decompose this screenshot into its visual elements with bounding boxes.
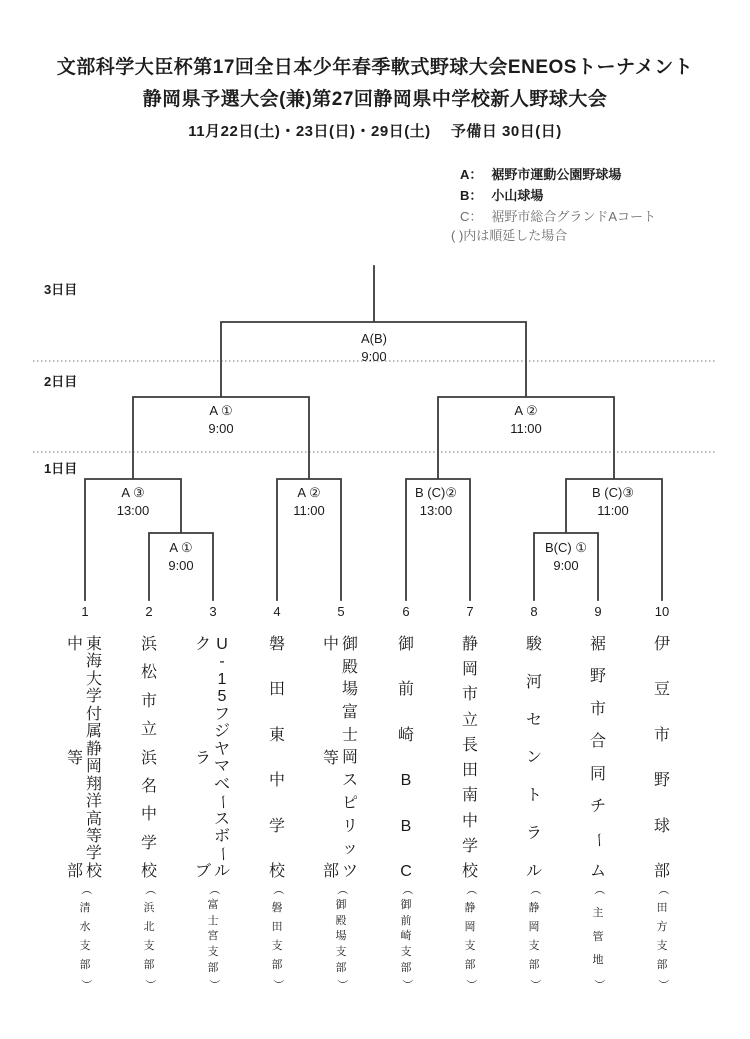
name-char: 大: [85, 670, 102, 688]
name-char: 豆: [653, 681, 670, 699]
match-qf2-venue: A ②: [297, 485, 321, 500]
name-char: ラ: [194, 749, 211, 767]
name-char: 校: [268, 862, 285, 880]
name-char: 部: [400, 962, 412, 975]
name-char: ツ: [341, 862, 358, 880]
name-char: 北: [143, 921, 155, 933]
name-char: 部: [322, 863, 339, 880]
name-char: 田: [268, 681, 285, 699]
name-char: 中: [461, 812, 478, 830]
name-char: 清: [79, 902, 91, 914]
name-char: 部: [271, 959, 283, 971]
name-char: 同: [589, 765, 606, 783]
name-char: U: [216, 636, 228, 653]
name-char: ト: [525, 787, 542, 805]
name-char: マ: [213, 758, 230, 776]
name-char: 御: [397, 636, 414, 653]
name-char: 崎: [400, 930, 412, 943]
team-name-wrap: [321, 637, 341, 880]
name-char: 士: [207, 914, 219, 927]
name-char: 支: [400, 946, 412, 959]
name-char: 田: [271, 921, 283, 933]
name-char: 伊: [653, 636, 670, 653]
name-char: 支: [464, 940, 476, 952]
name-char: 学: [461, 837, 478, 855]
name-char: 静: [464, 902, 476, 914]
match-qf4-venue: B (C)③: [592, 485, 634, 500]
name-char: セ: [525, 711, 542, 729]
match-qf1-venue: A ③: [121, 485, 145, 500]
match-qf4-time: 11:00: [597, 503, 629, 518]
name-char: （: [335, 884, 348, 895]
name-char: 浜: [143, 902, 155, 914]
name-char: 岡: [464, 921, 476, 933]
name-char: 支: [335, 946, 347, 959]
name-char: 学: [85, 688, 102, 706]
team-branch: [652, 884, 672, 990]
name-char: ー: [213, 794, 231, 811]
name-char: ）: [143, 979, 156, 990]
name-char: 野: [653, 772, 670, 790]
name-char: ー: [213, 846, 231, 863]
match-qf1-time: 13:00: [116, 503, 150, 518]
name-char: 洋: [85, 793, 102, 811]
day-label-3: 3日目: [44, 282, 78, 297]
venue-key-c: C：: [460, 209, 483, 224]
name-char: （: [143, 884, 156, 895]
team-branch: [139, 884, 159, 990]
name-char: ボ: [213, 827, 230, 845]
name-char: 立: [461, 711, 478, 729]
name-char: 水: [79, 921, 91, 933]
name-char: 部: [335, 962, 347, 975]
name-char: （: [592, 884, 605, 895]
name-char: ラ: [525, 825, 542, 843]
name-char: 合: [589, 733, 606, 751]
team-number: 4: [273, 604, 281, 619]
name-char: -: [219, 653, 225, 671]
team-branch: [396, 884, 416, 990]
name-char: 学: [140, 834, 157, 852]
match-qf2: [249, 484, 369, 520]
name-char: 駿: [525, 636, 542, 653]
name-char: 中: [140, 806, 157, 824]
team-name: [139, 637, 159, 880]
name-char: （: [400, 884, 413, 895]
name-char: （: [464, 884, 477, 895]
match-qf3: [376, 484, 496, 520]
name-char: （: [79, 884, 92, 895]
date-line: 11月22日(土)・23日(日)・29日(土) 予備日 30日(日): [188, 123, 562, 140]
name-char: 中: [66, 636, 83, 653]
name-char: 東: [268, 726, 285, 744]
name-char: ー: [589, 831, 607, 848]
match-playin-right-venue: B(C) ①: [545, 540, 587, 555]
match-sf-left-time: 9:00: [208, 421, 234, 436]
name-char: ス: [341, 772, 358, 790]
name-char: ジ: [213, 723, 230, 741]
page-title: 文部科学大臣杯第17回全日本少年春季軟式野球大会ENEOSトーナメント: [56, 57, 694, 78]
name-char: ブ: [194, 863, 211, 880]
name-char: 富: [207, 898, 219, 911]
venue-name-c: 裾野市総合グランドAコート: [491, 209, 657, 224]
match-playin-left-time: 9:00: [168, 558, 194, 573]
name-char: 崎: [397, 726, 414, 744]
team-name: [588, 637, 608, 880]
name-char: （: [528, 884, 541, 895]
name-char: ）: [335, 978, 348, 990]
name-char: ン: [525, 749, 542, 767]
name-char: 立: [140, 721, 157, 739]
name-char: ク: [194, 636, 211, 653]
name-char: 翔: [85, 775, 102, 793]
name-char: リ: [341, 817, 358, 835]
name-char: （: [656, 884, 669, 895]
match-final: [314, 330, 434, 366]
name-char: 付: [85, 705, 102, 723]
venue-key-b: B：: [460, 188, 483, 203]
name-char: 部: [143, 959, 155, 971]
page-subtitle: 静岡県予選大会(兼)第27回静岡県中学校新人野球大会: [142, 89, 608, 110]
name-char: 属: [85, 723, 102, 741]
name-char: B: [400, 817, 412, 835]
name-char: 管: [592, 930, 604, 943]
name-char: 場: [335, 930, 347, 943]
name-char: 名: [140, 777, 157, 795]
name-char: ）: [400, 978, 413, 990]
match-qf2-time: 11:00: [293, 503, 325, 518]
team-number: 8: [530, 604, 538, 619]
name-char: 支: [271, 940, 283, 952]
name-char: 支: [207, 946, 219, 959]
name-char: 御: [341, 636, 358, 653]
match-sf-right-venue: A ②: [514, 403, 538, 418]
name-char: 市: [140, 692, 157, 710]
name-char: 支: [79, 940, 91, 952]
name-char: ）: [271, 979, 284, 990]
team-branch: [331, 884, 351, 990]
team-name: [267, 637, 287, 880]
name-char: ス: [213, 810, 230, 828]
team-number: 7: [466, 604, 474, 619]
name-char: ピ: [341, 794, 358, 812]
name-char: 市: [589, 700, 606, 718]
venue-key-a: A：: [460, 167, 483, 182]
name-char: 浜: [140, 749, 157, 767]
day-label-2: 2日目: [44, 374, 78, 389]
postponement-note: ( )内は順延した場合: [451, 228, 568, 243]
name-char: 方: [656, 921, 668, 933]
name-char: （: [207, 884, 220, 895]
name-char: 岡: [461, 661, 478, 679]
name-char: 部: [66, 863, 83, 880]
name-char: 支: [528, 940, 540, 952]
team-number: 5: [337, 604, 345, 619]
team-number: 2: [145, 604, 153, 619]
name-char: 部: [207, 962, 219, 975]
team-number: 1: [81, 604, 89, 619]
match-playin-right: [506, 539, 626, 575]
name-char: 磐: [271, 902, 283, 914]
name-char: 田: [656, 902, 668, 914]
name-char: 学: [268, 817, 285, 835]
name-char: ）: [592, 979, 605, 990]
name-char: 御: [335, 898, 347, 911]
name-char: 殿: [341, 658, 358, 676]
match-playin-left-venue: A ①: [169, 540, 193, 555]
match-final-time: 9:00: [361, 349, 387, 364]
name-char: 地: [592, 954, 604, 967]
name-char: 松: [140, 664, 157, 682]
name-char: 等: [322, 749, 339, 767]
name-char: 主: [592, 906, 604, 919]
match-final-venue: A(B): [361, 331, 387, 346]
team-number: 9: [594, 604, 602, 619]
name-char: 磐: [268, 636, 285, 653]
team-number: 3: [209, 604, 217, 619]
team-name: [396, 637, 416, 880]
name-char: 市: [461, 686, 478, 704]
name-char: 球: [653, 817, 670, 835]
name-char: 市: [653, 726, 670, 744]
name-char: 学: [85, 845, 102, 863]
name-char: ム: [589, 862, 606, 880]
name-char: 田: [461, 762, 478, 780]
name-char: 海: [85, 653, 102, 671]
team-name: [652, 637, 672, 880]
name-char: 校: [140, 863, 157, 880]
name-char: 静: [85, 740, 102, 758]
name-char: 支: [143, 940, 155, 952]
name-char: 野: [589, 668, 606, 686]
match-sf-right-time: 11:00: [510, 421, 542, 436]
name-char: 支: [656, 940, 668, 952]
name-char: ）: [656, 979, 669, 990]
name-char: 長: [461, 736, 478, 754]
name-char: 静: [461, 636, 478, 653]
name-char: （: [271, 884, 284, 895]
name-char: 中: [268, 772, 285, 790]
name-char: 5: [217, 688, 227, 706]
name-char: C: [400, 862, 412, 880]
team-name: [524, 637, 544, 880]
name-char: ）: [79, 979, 92, 990]
team-name-wrap: [65, 637, 85, 880]
name-char: 御: [400, 898, 412, 911]
name-char: ヤ: [213, 740, 230, 758]
name-char: 中: [322, 636, 339, 653]
name-char: 東: [85, 636, 102, 653]
team-number: 6: [402, 604, 410, 619]
name-char: 1: [217, 670, 227, 688]
name-char: 河: [525, 673, 542, 691]
name-char: 部: [528, 959, 540, 971]
name-char: ル: [213, 862, 230, 880]
team-name-wrap: [193, 637, 213, 880]
name-char: 士: [341, 726, 358, 744]
team-branch: [267, 884, 287, 990]
name-char: 高: [85, 810, 102, 828]
name-char: 部: [656, 959, 668, 971]
name-char: ル: [525, 862, 542, 880]
name-char: ）: [528, 979, 541, 990]
name-char: 浜: [140, 636, 157, 653]
name-char: 校: [461, 862, 478, 880]
name-char: 宮: [207, 930, 219, 943]
name-char: 場: [341, 681, 358, 699]
match-playin-left: [121, 539, 241, 575]
name-char: 前: [400, 914, 412, 927]
team-branch: [203, 884, 223, 990]
team-name-main: [212, 637, 232, 880]
team-number: 10: [654, 604, 670, 619]
name-char: 部: [653, 862, 670, 880]
name-char: 等: [66, 749, 83, 767]
match-semifinal-right: [466, 402, 586, 438]
name-char: B: [400, 772, 412, 790]
venue-name-a: 裾野市運動公園野球場: [491, 167, 622, 182]
name-char: 前: [397, 681, 414, 699]
match-semifinal-left: [161, 402, 281, 438]
name-char: ）: [207, 978, 220, 990]
name-char: 校: [85, 862, 102, 880]
name-char: 南: [461, 787, 478, 805]
name-char: 裾: [589, 636, 606, 653]
venue-name-b: 小山球場: [491, 188, 544, 203]
name-char: 岡: [85, 758, 102, 776]
match-playin-right-time: 9:00: [553, 558, 579, 573]
team-name: [460, 637, 480, 880]
name-char: ッ: [341, 840, 358, 858]
name-char: 等: [85, 827, 102, 845]
name-char: チ: [589, 798, 606, 816]
match-sf-left-venue: A ①: [209, 403, 233, 418]
team-branch: [524, 884, 544, 990]
name-char: 殿: [335, 914, 347, 927]
match-qf3-time: 13:00: [419, 503, 453, 518]
team-branch: [75, 884, 95, 990]
name-char: ）: [464, 979, 477, 990]
team-branch: [460, 884, 480, 990]
day-label-1: 1日目: [44, 461, 78, 476]
team-branch: [588, 884, 608, 990]
name-char: 富: [341, 704, 358, 722]
name-char: ベ: [213, 775, 230, 793]
name-char: 部: [464, 959, 476, 971]
name-char: 岡: [528, 921, 540, 933]
match-qf3-venue: B (C)②: [415, 485, 457, 500]
match-qf4: [553, 484, 673, 520]
name-char: フ: [213, 705, 230, 723]
name-char: 静: [528, 902, 540, 914]
team-name-main: [340, 637, 360, 880]
team-name-main: [84, 637, 104, 880]
name-char: 岡: [341, 749, 358, 767]
name-char: 部: [79, 959, 91, 971]
match-qf1: [73, 484, 193, 520]
